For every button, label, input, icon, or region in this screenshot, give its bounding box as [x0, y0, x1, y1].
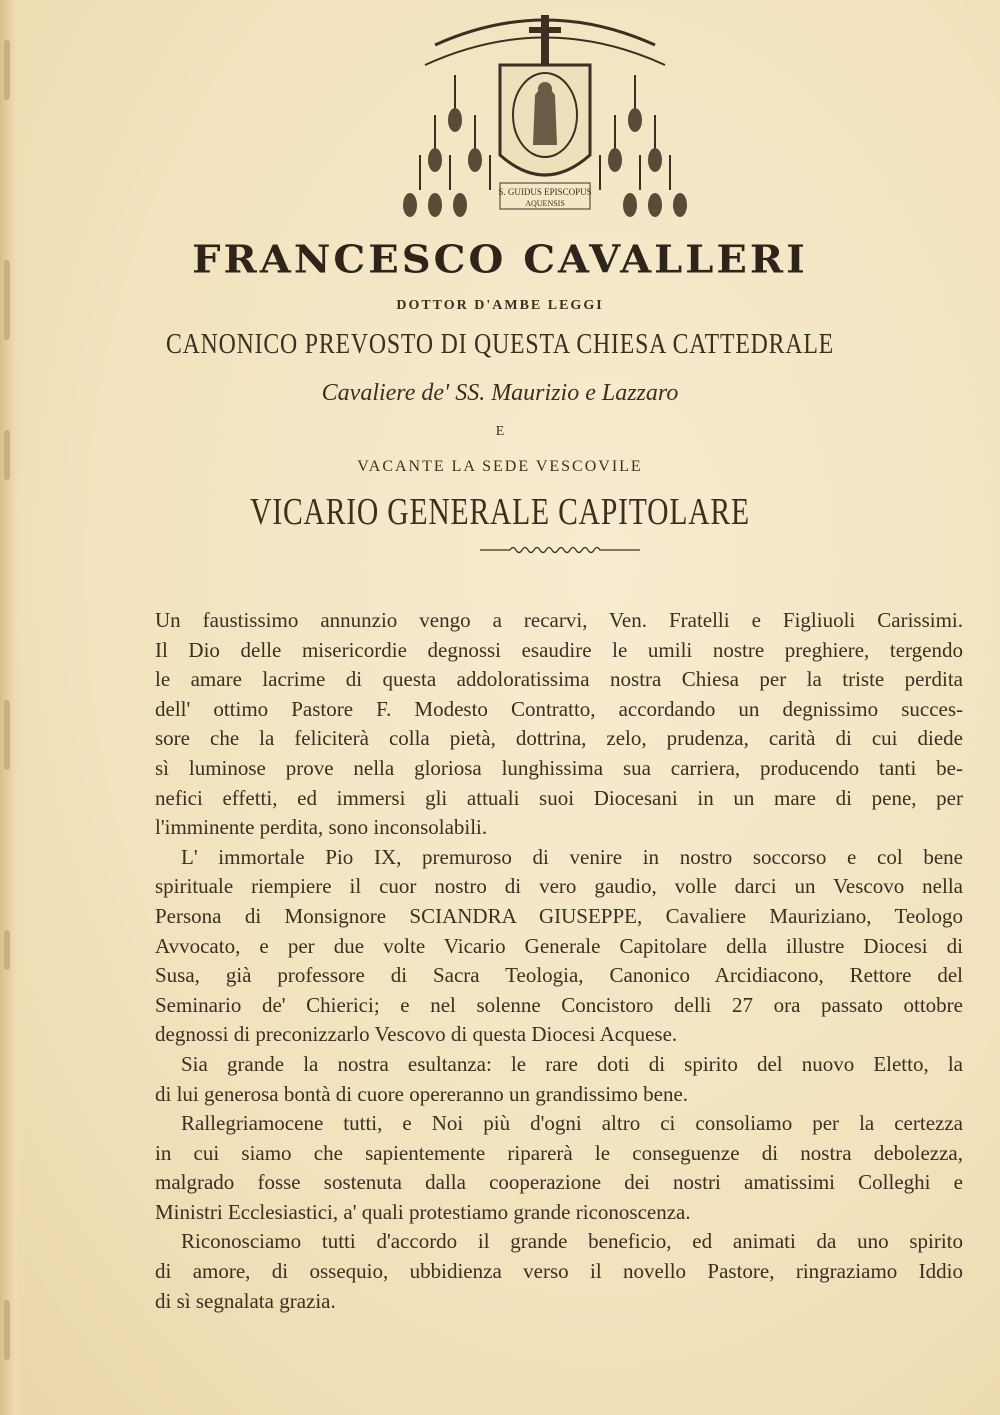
paragraph: [155, 1050, 963, 1109]
stain: [4, 930, 10, 970]
stain: [4, 40, 10, 100]
text-line: spirituale riempiere il cuor nostro di vero gaudio, volle darci un Vescovo nella: [155, 874, 963, 899]
text-line: l'imminente perdita, sono inconsolabili.: [155, 815, 488, 840]
paragraph: [155, 606, 963, 843]
text-line: degnossi di preconizzarlo Vescovo di questa Diocesi Acquese.: [155, 1022, 678, 1047]
issuer-office: CANONICO PREVOSTO DI QUESTA CHIESA CATTEDRALE: [165, 328, 835, 360]
ornamental-divider: [480, 543, 640, 557]
letter-body: [155, 606, 963, 1316]
text-line: Susa, già professore di Sacra Teologia, Canonico Arcidiacono, Rettore del: [155, 963, 963, 988]
conjunction: E: [495, 424, 505, 439]
issuer-knighthood: Cavaliere de' SS. Maurizio e Lazzaro: [321, 380, 679, 406]
vacancy-line: VACANTE LA SEDE VESCOVILE: [357, 458, 643, 475]
text-line: le amare lacrime di questa addoloratissima nostra Chiesa per la triste perdita: [155, 667, 963, 692]
text-line: Un faustissimo annunzio vengo a recarvi, Ven. Fratelli e Figliuoli Carissimi.: [155, 608, 963, 632]
text-line: Sia grande la nostra esultanza: le rare doti di spirito del nuovo Eletto, la: [181, 1051, 963, 1076]
stain: [4, 1300, 10, 1360]
seal-inscription: AQUENSIS: [525, 199, 565, 208]
text-line: Rallegriamocene tutti, e Noi più d'ogni altro ci consoliamo per la certezza: [181, 1111, 963, 1136]
text-line: malgrado fosse sostenuta dalla cooperazione dei nostri amatissimi Colleghi e: [155, 1170, 963, 1195]
text-line: Ministri Ecclesiastici, a' quali protestiamo grande riconoscenza.: [155, 1199, 691, 1224]
text-line: sì luminose prove nella gloriosa lunghissima sua carriera, producendo tanti be-: [155, 755, 963, 780]
paragraph: [155, 843, 963, 1050]
paragraph: [155, 1227, 963, 1316]
text-line: Avvocato, e per due volte Vicario Generale Capitolare della illustre Diocesi di: [155, 933, 963, 958]
text-line: L' immortale Pio IX, premuroso di venire in nostro soccorso e col bene: [181, 844, 963, 869]
stain: [4, 700, 10, 770]
text-line: Riconosciamo tutti d'accordo il grande beneficio, ed animati da uno spirito: [181, 1229, 963, 1254]
episcopal-coat-of-arms: [395, 5, 695, 220]
text-line: Il Dio delle misericordie degnossi esaudire le umili nostre preghiere, tergendo: [155, 637, 963, 662]
text-line: di sì segnalata grazia.: [155, 1288, 336, 1313]
issuer-degree: DOTTOR D'AMBE LEGGI: [396, 298, 604, 313]
text-line: di lui generosa bontà di cuore opereranno un grandissimo bene.: [155, 1081, 689, 1106]
text-line: Seminario de' Chierici; e nel solenne Concistoro delli 27 ora passato ottobre: [155, 992, 963, 1017]
text-line: Persona di Monsignore SCIANDRA GIUSEPPE, Cavaliere Mauriziano, Teologo: [155, 903, 963, 928]
text-line: di amore, di ossequio, ubbidienza verso il novello Pastore, ringraziamo Iddio: [155, 1259, 963, 1284]
text-line: in cui siamo che sapientemente riparerà le conseguenze di nostra debolezza,: [155, 1140, 963, 1165]
seal-inscription: S. GUIDUS EPISCOPUS: [498, 187, 592, 197]
paragraph: [155, 1109, 963, 1227]
text-line: dell' ottimo Pastore F. Modesto Contratto, accordando un degnissimo succes-: [155, 696, 963, 721]
issuer-role: VICARIO GENERALE CAPITOLARE: [250, 491, 750, 533]
page-edge: [0, 0, 22, 1415]
text-line: nefici effetti, ed immersi gli attuali suoi Diocesani in un mare di pene, per: [155, 785, 963, 810]
issuer-name: FRANCESCO CAVALLERI: [192, 237, 808, 282]
text-line: sore che la feliciterà colla pietà, dottrina, zelo, prudenza, carità di cui diede: [155, 726, 963, 751]
